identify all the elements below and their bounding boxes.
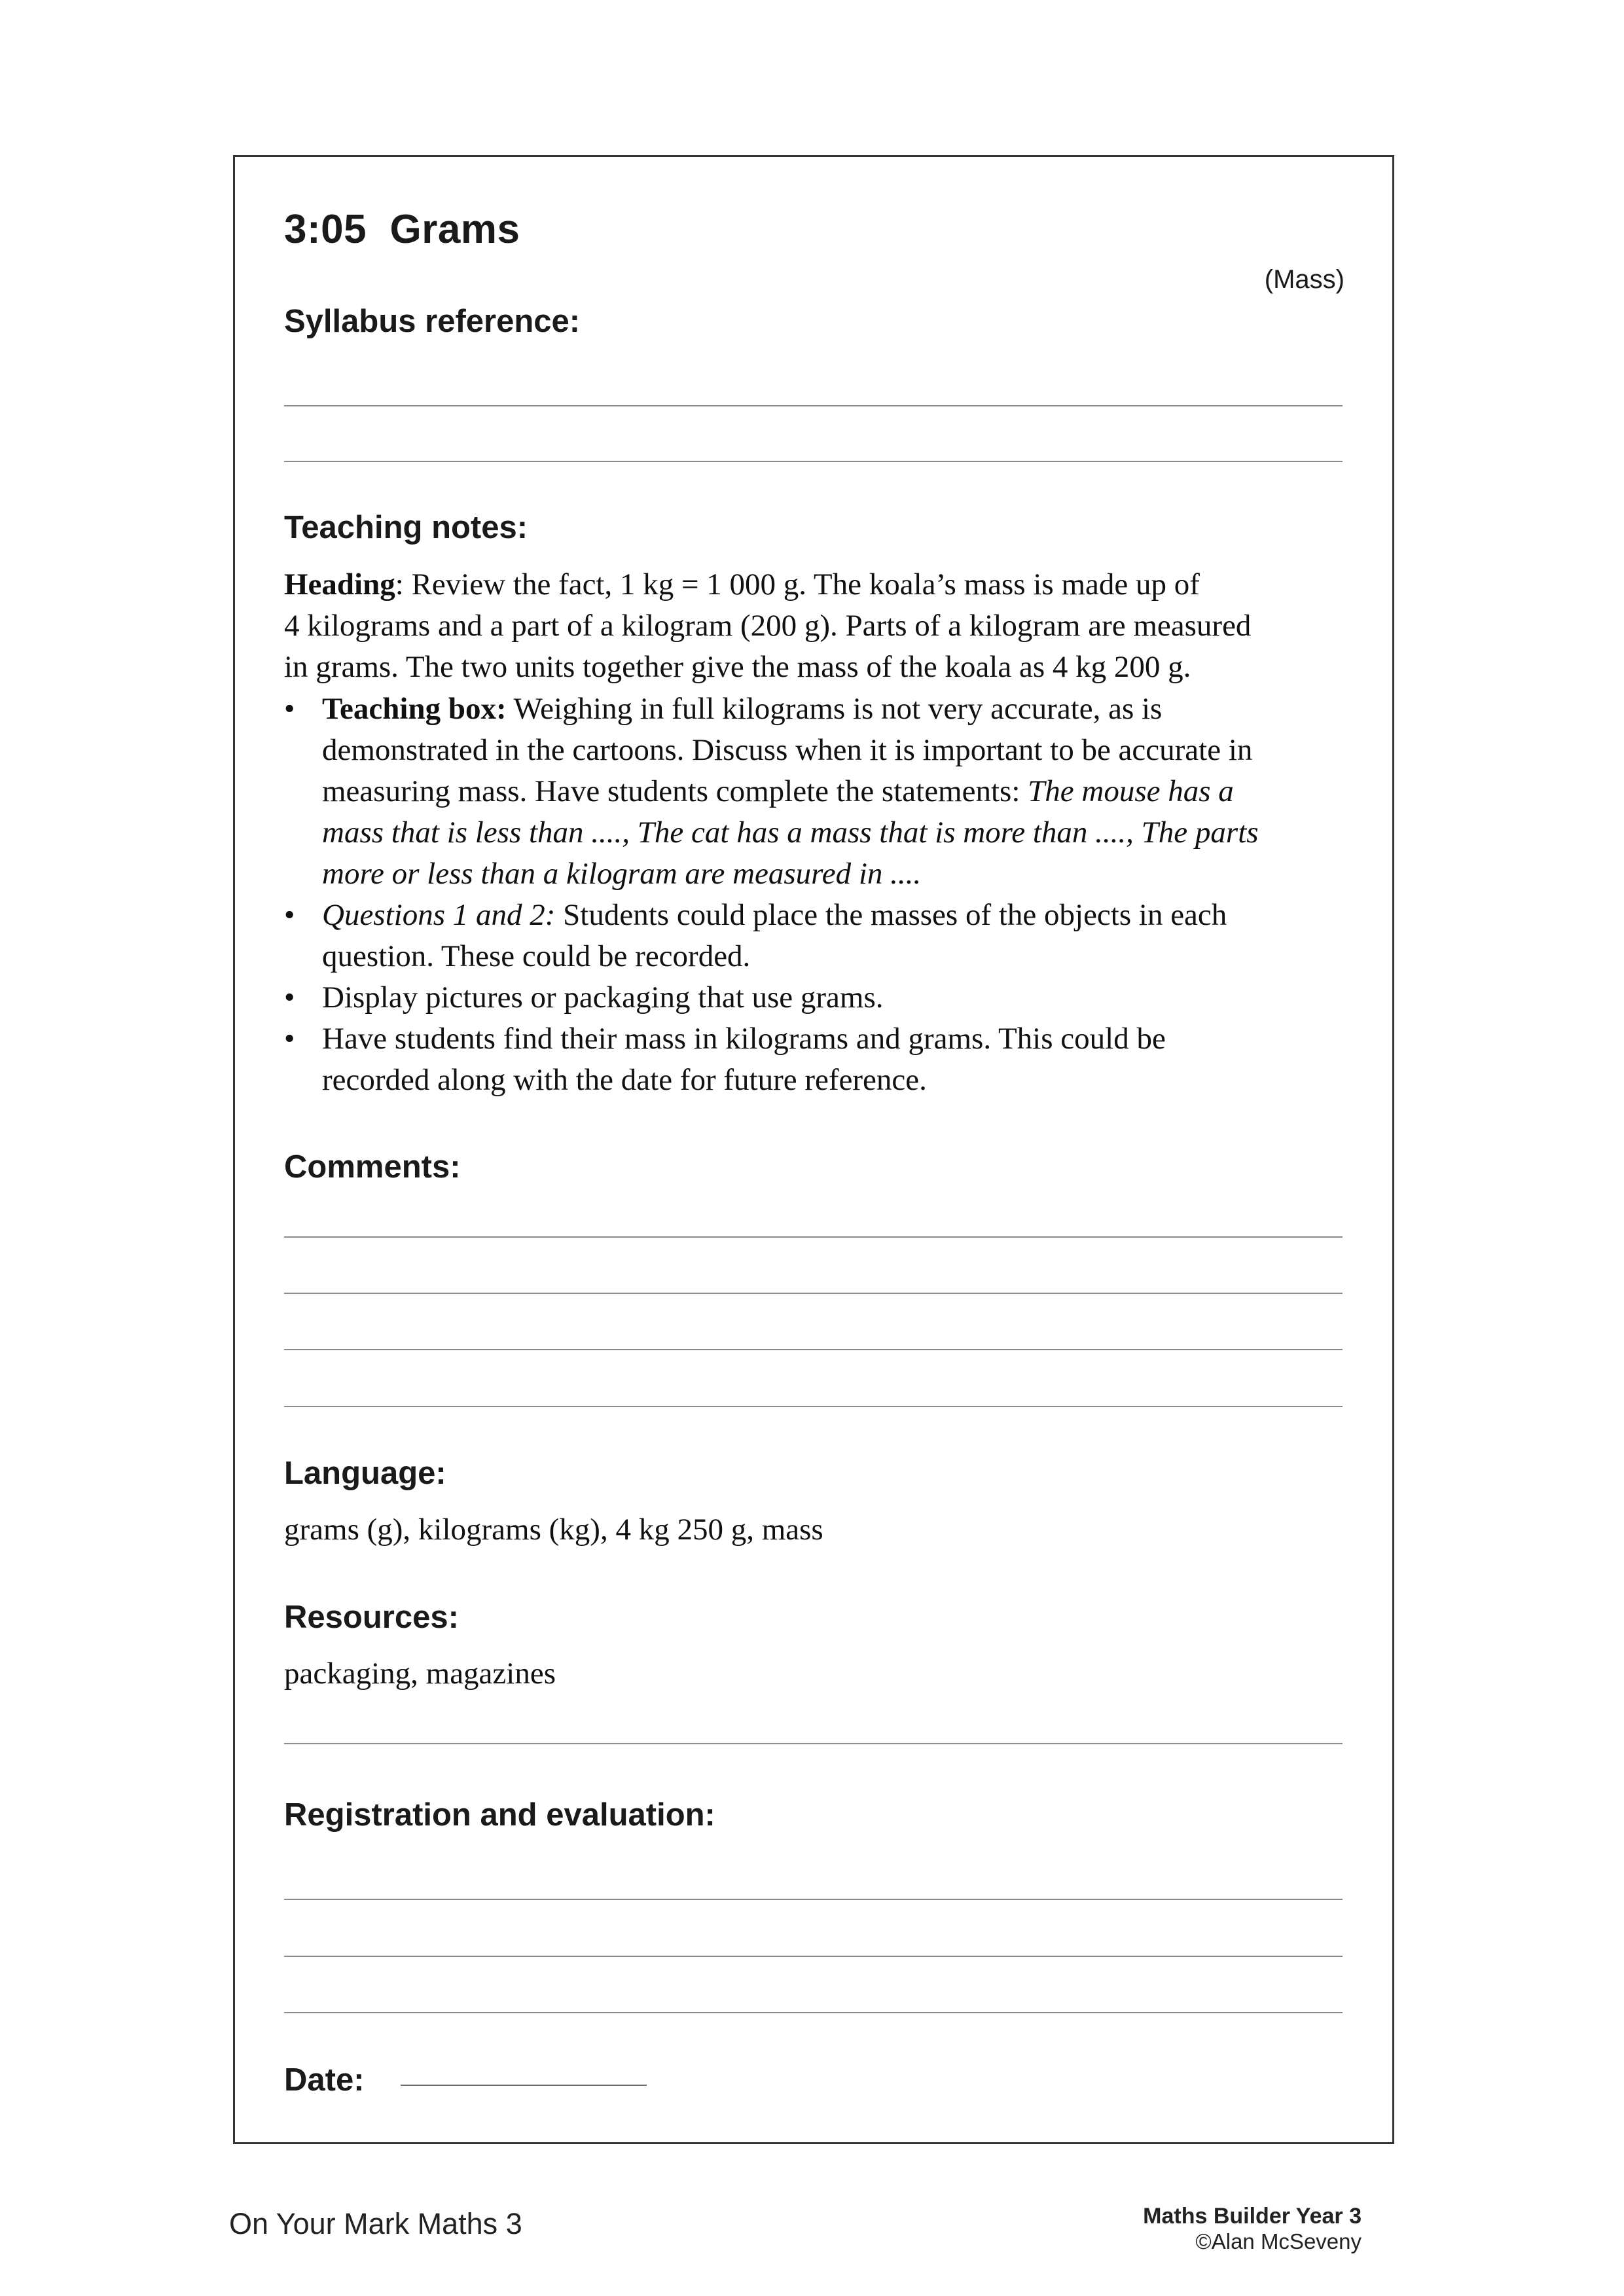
date-label: Date: — [284, 2062, 365, 2098]
intro-bold-label: Heading — [284, 567, 395, 601]
resources-text: packaging, magazines — [284, 1657, 556, 1691]
teaching-box-line-2: demonstrated in the cartoons. Discuss when it is important to be accurate in — [322, 733, 1253, 767]
topic-label: (Mass) — [1264, 265, 1344, 294]
teaching-box-line-1: Weighing in full kilograms is not very accurate, as is — [506, 692, 1163, 726]
syllabus-writing-line-2 — [284, 461, 1343, 462]
teaching-box-line-4: mass that is less than ...., The cat has a mass that is more than ...., The parts — [322, 816, 1259, 850]
questions-line-2: question. These could be recorded. — [322, 939, 751, 973]
page-title: 3:05 Grams — [284, 207, 520, 252]
own-mass-line-2: recorded along with the date for future reference. — [322, 1063, 927, 1097]
teaching-box-line-5: more or less than a kilogram are measured in .... — [322, 857, 922, 891]
syllabus-heading: Syllabus reference: — [284, 304, 581, 339]
comments-writing-line-3 — [284, 1349, 1343, 1350]
footer-credit — [1143, 2203, 1362, 2254]
own-mass-line-1: Have students find their mass in kilograms and grams. This could be — [322, 1022, 1166, 1056]
comments-heading: Comments: — [284, 1149, 461, 1185]
teaching-box-label: Teaching box: — [322, 692, 507, 726]
bullet-glyph: • — [284, 980, 295, 1014]
language-text: grams (g), kilograms (kg), 4 kg 250 g, mass — [284, 1513, 823, 1547]
footer-copyright: ©Alan McSeveny — [1195, 2229, 1362, 2253]
teaching-notes-list — [284, 689, 1358, 1101]
comments-writing-line-1 — [284, 1236, 1343, 1238]
list-item-own-mass — [284, 1018, 1358, 1101]
language-heading: Language: — [284, 1456, 446, 1491]
registration-writing-line-1 — [284, 1899, 1343, 1900]
resources-heading: Resources: — [284, 1600, 459, 1635]
list-item-teaching-box — [284, 689, 1358, 895]
intro-line-1 — [284, 564, 1358, 605]
resources-writing-line — [284, 1743, 1343, 1744]
bullet-glyph: • — [284, 692, 295, 726]
list-item-questions — [284, 895, 1358, 977]
intro-line-1-text: : Review the fact, 1 kg = 1 000 g. The koala’s mass is made up of — [395, 567, 1200, 601]
comments-writing-line-2 — [284, 1293, 1343, 1294]
registration-heading: Registration and evaluation: — [284, 1797, 715, 1833]
teaching-notes-heading: Teaching notes: — [284, 510, 528, 545]
date-writing-line — [401, 2085, 647, 2086]
list-item-display — [284, 977, 1358, 1018]
syllabus-writing-line-1 — [284, 405, 1343, 406]
display-line-1: Display pictures or packaging that use grams. — [322, 980, 884, 1014]
bullet-glyph: • — [284, 1022, 295, 1056]
teaching-box-line-3-italic: The mouse has a — [1028, 774, 1234, 808]
registration-writing-line-3 — [284, 2012, 1343, 2013]
footer-book-title: Maths Builder Year 3 — [1143, 2204, 1362, 2229]
bullet-glyph: • — [284, 898, 295, 932]
footer-series-title: On Your Mark Maths 3 — [229, 2207, 522, 2240]
teaching-box-line-3: measuring mass. Have students complete the statements: — [322, 774, 1028, 808]
intro-line-3: in grams. The two units together give the mass of the koala as 4 kg 200 g. — [284, 650, 1191, 684]
intro-line-2: 4 kilograms and a part of a kilogram (200 g). Parts of a kilogram are measured — [284, 609, 1252, 643]
registration-writing-line-2 — [284, 1956, 1343, 1957]
teaching-notes-intro — [284, 564, 1358, 688]
questions-line-1: Students could place the masses of the objects in each — [555, 898, 1227, 932]
questions-label: Questions 1 and 2: — [322, 898, 556, 932]
comments-writing-line-4 — [284, 1406, 1343, 1407]
